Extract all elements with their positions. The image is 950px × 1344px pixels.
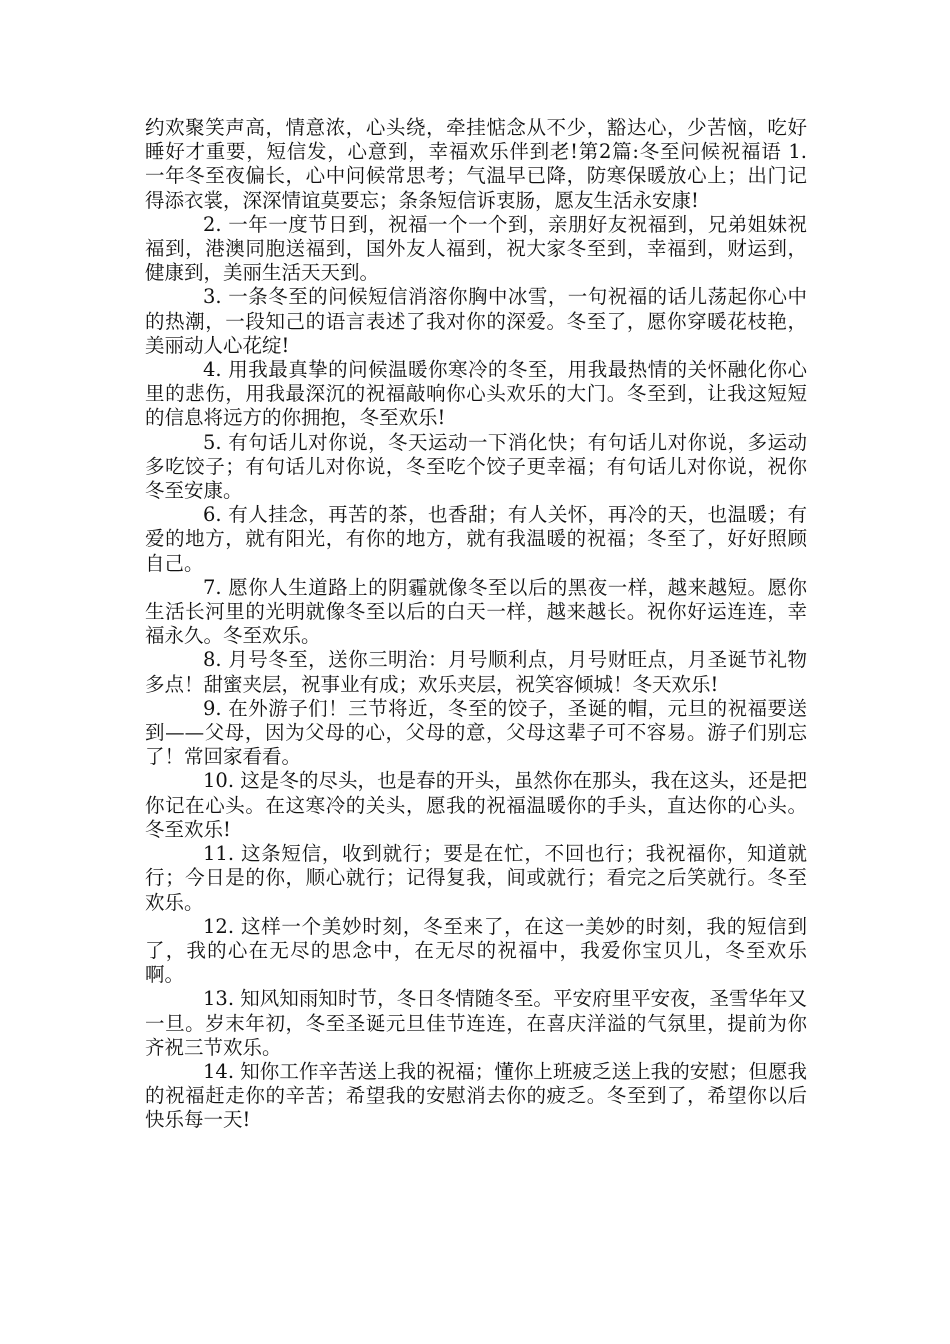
document-body: [145, 116, 807, 1133]
paragraph-item-11: 11. 这条短信，收到就行；要是在忙，不回也行；我祝福你，知道就行；今日是的你，顺心就行；记得复我，间或就行；看完之后笑就行。冬至欢乐。: [145, 842, 807, 914]
paragraph-item-3: 3. 一条冬至的问候短信消溶你胸中冰雪，一句祝福的话儿荡起你心中的热潮，一段知己的语言表述了我对你的深爱。冬至了，愿你穿暖花枝艳，美丽动人心花绽!: [145, 285, 807, 357]
paragraph-item-2: 2. 一年一度节日到，祝福一个一个到，亲朋好友祝福到，兄弟姐妹祝福到，港澳同胞送福到，国外友人福到，祝大家冬至到，幸福到，财运到，健康到，美丽生活天天到。: [145, 212, 807, 285]
paragraph-item-4: 4. 用我最真挚的问候温暖你寒冷的冬至，用我最热情的关怀融化你心里的悲伤，用我最深沉的祝福敲响你心头欢乐的大门。冬至到，让我这短短的信息将远方的你拥抱，冬至欢乐!: [145, 358, 807, 430]
paragraph-item-13: 13. 知风知雨知时节，冬日冬情随冬至。平安府里平安夜，圣雪华年又一旦。岁末年初，冬至圣诞元旦佳节连连，在喜庆洋溢的气氛里，提前为你齐祝三节欢乐。: [145, 987, 807, 1059]
paragraph-item-14: 14. 知你工作辛苦送上我的祝福；懂你上班疲乏送上我的安慰；但愿我的祝福赶走你的辛苦；希望我的安慰消去你的疲乏。冬至到了，希望你以后快乐每一天!: [145, 1059, 807, 1132]
paragraph-item-5: 5. 有句话儿对你说，冬天运动一下消化快；有句话儿对你说，多运动多吃饺子；有句话儿对你说，冬至吃个饺子更幸福；有句话儿对你说，祝你冬至安康。: [145, 430, 807, 503]
paragraph-item-9: 9. 在外游子们！三节将近，冬至的饺子，圣诞的帽，元旦的祝福要送到——父母，因为父母的心，父母的意，父母这辈子可不容易。游子们别忘了！常回家看看。: [145, 696, 807, 769]
paragraph-item-12: 12. 这样一个美妙时刻，冬至来了，在这一美妙的时刻，我的短信到了，我的心在无尽的思念中，在无尽的祝福中，我爱你宝贝儿，冬至欢乐啊。: [145, 914, 807, 987]
paragraph-item-8: 8. 月号冬至，送你三明治：月号顺利点，月号财旺点，月圣诞节礼物多点！甜蜜夹层，祝事业有成；欢乐夹层，祝笑容倾城！冬天欢乐!: [145, 648, 807, 696]
paragraph-item-6: 6. 有人挂念，再苦的茶，也香甜；有人关怀，再冷的天，也温暖；有爱的地方，就有阳光，有你的地方，就有我温暖的祝福；冬至了，好好照顾自己。: [145, 503, 807, 575]
paragraph-item-7: 7. 愿你人生道路上的阴霾就像冬至以后的黑夜一样，越来越短。愿你生活长河里的光明就像冬至以后的白天一样，越来越长。祝你好运连连，幸福永久。冬至欢乐。: [145, 575, 807, 648]
paragraph-item-10: 10. 这是冬的尽头，也是春的开头，虽然你在那头，我在这头，还是把你记在心头。在这寒冷的关头，愿我的祝福温暖你的手头，直达你的心头。冬至欢乐!: [145, 769, 807, 841]
paragraph-continuation: 约欢聚笑声高，情意浓，心头绕，牵挂惦念从不少，豁达心，少苦恼，吃好睡好才重要，短信发，心意到，幸福欢乐伴到老!第2篇:冬至问候祝福语 1. 一年冬至夜偏长，心中问候常思考；气温早已降，防寒保暖放心上；出门记得添衣裳，深深情谊莫要忘；条条短信诉衷肠，愿友生活永安康!: [145, 116, 807, 212]
